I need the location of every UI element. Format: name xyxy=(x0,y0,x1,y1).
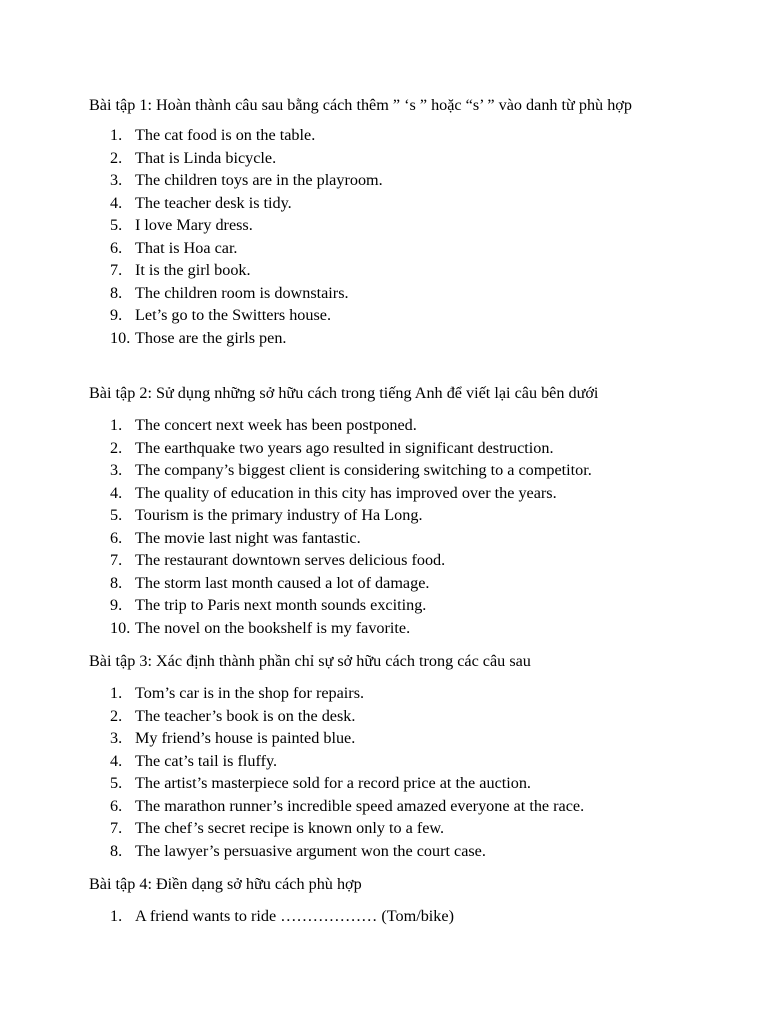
list-item xyxy=(89,147,728,170)
item-text: The artist’s masterpiece sold for a record price at the auction. xyxy=(135,774,531,792)
list-item xyxy=(89,414,728,437)
item-number: 1. xyxy=(110,126,123,144)
item-text: The teacher’s book is on the desk. xyxy=(135,706,356,725)
list-item xyxy=(89,169,728,192)
item-text: It is the girl book. xyxy=(135,261,251,279)
list-item xyxy=(89,727,728,750)
list-item xyxy=(89,594,728,617)
item-number: 6. xyxy=(110,528,123,547)
exercise-2-heading: Bài tập 2: Sử dụng những sở hữu cách trong tiếng Anh để viết lại câu bên dưới xyxy=(89,384,599,402)
item-number: 4. xyxy=(110,751,123,770)
item-text: The lawyer’s persuasive argument won the court case. xyxy=(135,841,486,860)
list-item xyxy=(89,459,728,482)
exercise-4-heading: Bài tập 4: Điền dạng sở hữu cách phù hợp xyxy=(89,875,362,893)
item-text: The chef’s secret recipe is known only to a few. xyxy=(135,819,445,837)
list-item xyxy=(89,840,728,863)
exercise-4 xyxy=(89,872,728,928)
exercise-1 xyxy=(89,93,728,349)
item-text: Tom’s car is in the shop for repairs. xyxy=(135,684,365,702)
exercise-3-heading: Bài tập 3: Xác định thành phần chỉ sự sở hữu cách trong các câu sau xyxy=(89,652,531,670)
item-number: 9. xyxy=(110,306,123,324)
item-text: The teacher desk is tidy. xyxy=(135,193,292,212)
item-text: The children toys are in the playroom. xyxy=(135,171,383,189)
exercise-2 xyxy=(89,381,728,639)
item-text: The cat’s tail is fluffy. xyxy=(135,751,278,770)
item-number: 4. xyxy=(110,483,123,502)
exercise-3-list xyxy=(89,682,728,862)
list-item xyxy=(89,192,728,215)
item-number: 8. xyxy=(110,841,123,860)
item-number: 8. xyxy=(110,573,123,592)
item-text: The earthquake two years ago resulted in significant destruction. xyxy=(135,438,554,457)
list-item xyxy=(89,705,728,728)
list-item xyxy=(89,750,728,773)
exercise-1-heading: Bài tập 1: Hoàn thành câu sau bằng cách thêm ” ‘s ” hoặc “s’ ” vào danh từ phù hợp xyxy=(89,96,632,114)
list-item xyxy=(89,437,728,460)
item-text: The storm last month caused a lot of damage. xyxy=(135,573,430,592)
item-text: The children room is downstairs. xyxy=(135,283,349,302)
list-item xyxy=(89,304,728,327)
item-text: Those are the girls pen. xyxy=(135,328,287,347)
item-number: 6. xyxy=(110,238,123,257)
item-number: 5. xyxy=(110,216,123,234)
item-number: 8. xyxy=(110,283,123,302)
list-item xyxy=(89,124,728,147)
item-number: 10. xyxy=(110,618,131,637)
item-text: A friend wants to ride ……………… (Tom/bike) xyxy=(135,907,454,925)
item-text: Tourism is the primary industry of Ha Long. xyxy=(135,506,423,524)
item-number: 10. xyxy=(110,328,131,347)
item-number: 1. xyxy=(110,907,123,925)
item-text: The company’s biggest client is considering switching to a competitor. xyxy=(135,461,592,479)
list-item xyxy=(89,527,728,550)
item-text: That is Linda bicycle. xyxy=(135,148,277,167)
list-item xyxy=(89,617,728,640)
exercise-2-list xyxy=(89,414,728,639)
item-number: 1. xyxy=(110,684,123,702)
item-text: The marathon runner’s incredible speed amazed everyone at the race. xyxy=(135,796,585,815)
list-item xyxy=(89,259,728,282)
item-text: I love Mary dress. xyxy=(135,216,253,234)
item-text: The novel on the bookshelf is my favorite. xyxy=(135,618,411,637)
item-text: The restaurant downtown serves delicious food. xyxy=(135,551,446,569)
list-item xyxy=(89,549,728,572)
list-item xyxy=(89,237,728,260)
list-item xyxy=(89,572,728,595)
item-text: The quality of education in this city has improved over the years. xyxy=(135,483,557,502)
item-number: 9. xyxy=(110,596,123,614)
item-number: 2. xyxy=(110,438,123,457)
item-text: The cat food is on the table. xyxy=(135,126,316,144)
list-item xyxy=(89,482,728,505)
item-number: 6. xyxy=(110,796,123,815)
list-item xyxy=(89,772,728,795)
item-number: 7. xyxy=(110,261,123,279)
item-number: 1. xyxy=(110,416,123,434)
list-item xyxy=(89,905,728,928)
list-item xyxy=(89,327,728,350)
item-text: The movie last night was fantastic. xyxy=(135,528,361,547)
list-item xyxy=(89,682,728,705)
item-text: My friend’s house is painted blue. xyxy=(135,729,356,747)
exercise-3 xyxy=(89,649,728,862)
item-number: 7. xyxy=(110,819,123,837)
item-number: 2. xyxy=(110,148,123,167)
exercise-4-list xyxy=(89,905,728,928)
item-text: The trip to Paris next month sounds exciting. xyxy=(135,596,427,614)
exercise-1-list xyxy=(89,124,728,349)
item-number: 2. xyxy=(110,706,123,725)
item-text: The concert next week has been postponed. xyxy=(135,416,417,434)
item-number: 4. xyxy=(110,193,123,212)
item-number: 3. xyxy=(110,729,123,747)
item-number: 5. xyxy=(110,774,123,792)
list-item xyxy=(89,504,728,527)
list-item xyxy=(89,214,728,237)
item-text: Let’s go to the Switters house. xyxy=(135,306,332,324)
list-item xyxy=(89,817,728,840)
item-number: 3. xyxy=(110,461,123,479)
list-item xyxy=(89,795,728,818)
item-number: 3. xyxy=(110,171,123,189)
item-text: That is Hoa car. xyxy=(135,238,238,257)
list-item xyxy=(89,282,728,305)
item-number: 5. xyxy=(110,506,123,524)
item-number: 7. xyxy=(110,551,123,569)
